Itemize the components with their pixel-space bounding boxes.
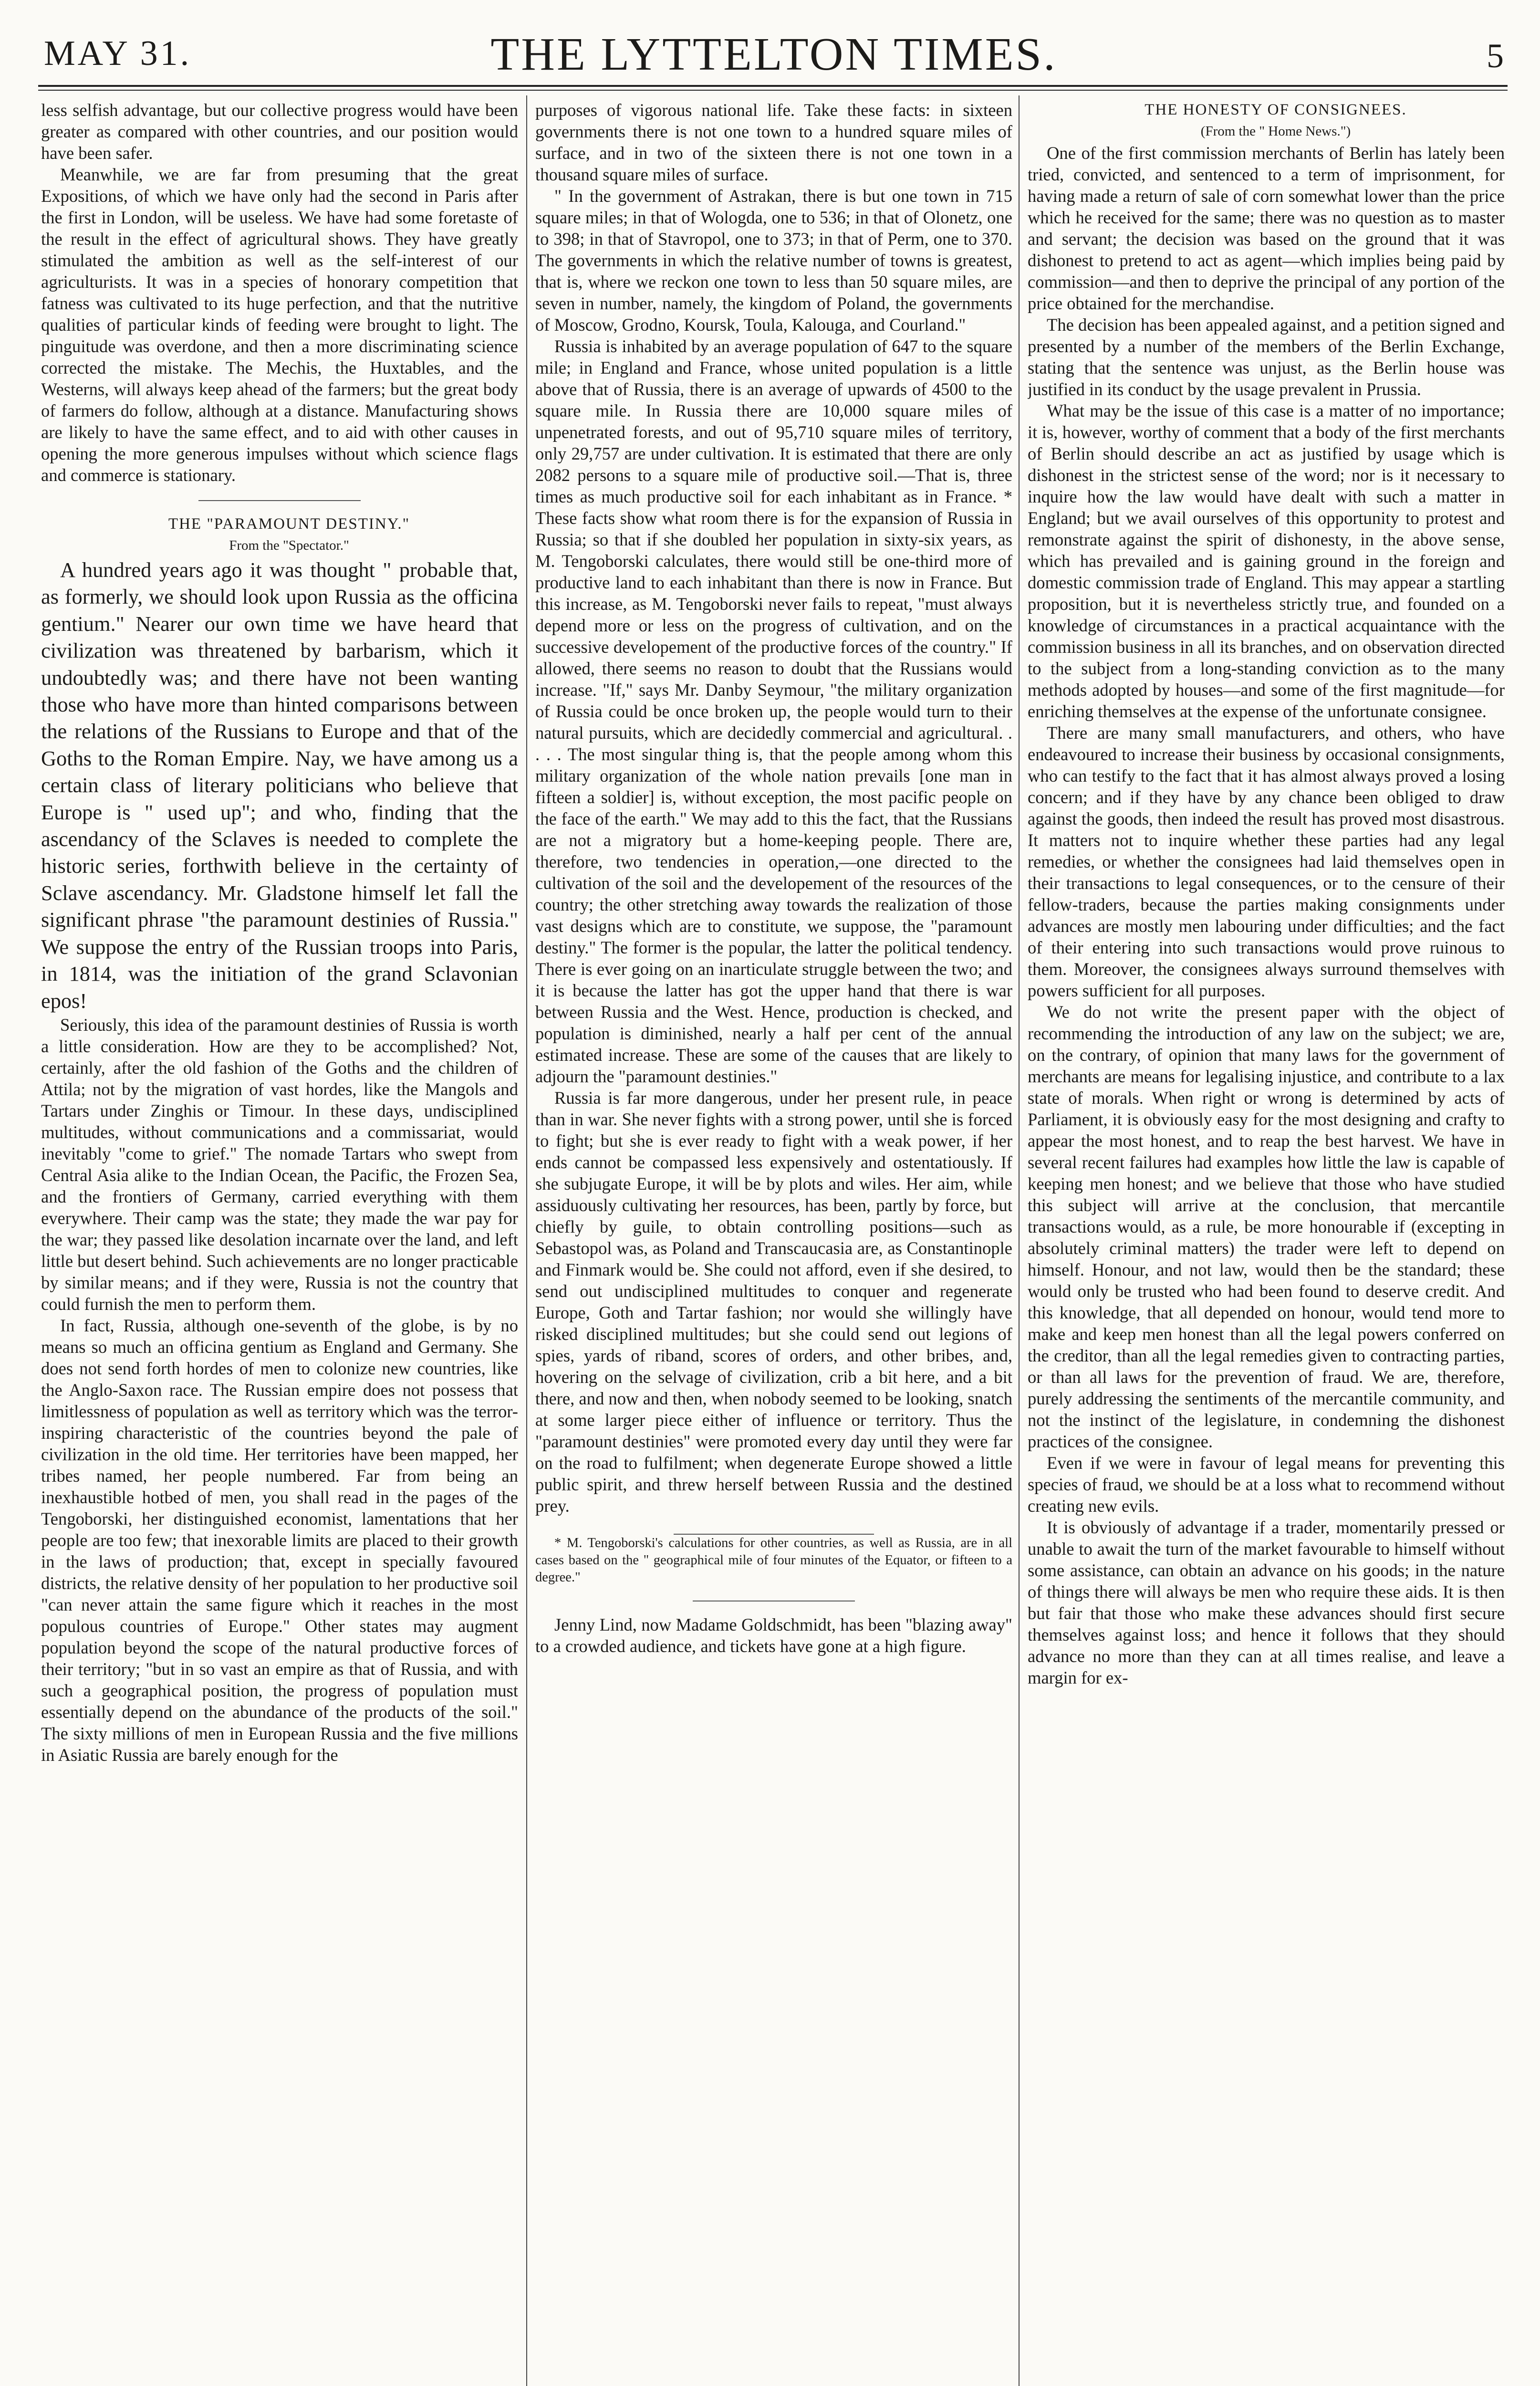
column-1 — [41, 99, 518, 2386]
paragraph: What may be the issue of this case is a matter of no importance; it is, however, worthy of comment that a body of the first merchants of Berlin should describe an act as justified by usage which is dishonest in the strictest sense of the word; nor is it necessary to inquire how the law would have dealt with such a matter in England; but we avail ourselves of this opportunity to protest and remonstrate against the spirit of dishonesty, in the above sense, which has prevailed and is gaining ground in the foreign and domestic commission trade of England. This may appear a startling proposition, but it is nevertheless strictly true, and founded on a knowledge of circumstances in a practical acquaintance with the commission business in all its branches, and on observation directed to the subject from a long-standing conviction as to the many methods adopted by houses—and some of the first magnitude—for enriching themselves at the expense of the unfortunate consignee. — [1028, 401, 1505, 721]
paragraph: less selfish advantage, but our collective progress would have been greater as compared with other countries, and our position would have been safer. — [41, 100, 518, 163]
paragraph: One of the first commission merchants of Berlin has lately been tried, convicted, and sentenced to a term of imprisonment, for having made a return of sale of corn somewhat lower than the price which he received for the same; there was no question as to master and servant; the decision was based on the ground that it was dishonest to pretend to act as agent—which implies being paid by commission—and then to deprive the principal of any portion of the price obtained for the merchandise. — [1028, 143, 1505, 313]
masthead-title: THE LYTTELTON TIMES. — [490, 29, 1057, 80]
paragraph: It is obviously of advantage if a trader, momentarily pressed or unable to await the turn of the market favourable to himself without some assistance, can obtain an advance on his goods; in the nature of things there will always be men who require these aids. It is then but fair that those who make these advances should first secure themselves against loss; and hence it follows that they should advance no more than they can at all times realise, and leave a margin for ex- — [1028, 1517, 1505, 1687]
column-divider-1 — [526, 95, 527, 2386]
paragraph: We do not write the present paper with the object of recommending the introduction of any law on the subject; we are, on the contrary, of opinion that many laws for the government of merchants are means for legalising injustice, and contribute to a lax state of morals. When right or wrong is determined by acts of Parliament, it is obviously easy for the most designing and crafty to appear the most honest, and to reap the best harvest. We have in several recent failures had examples how little the law is capable of keeping men honest; and we believe that those who have studied this subject will arrive at the conclusion, that mercantile transactions would, as a rule, be more honourable if (excepting in absolutely criminal matters) the trader were left to depend on himself. Honour, and not law, would then be the standard; these would only be trusted who had been found to deserve credit. And this knowledge, that all depended on honour, would tend more to make and keep men honest than all the legal powers conferred on the creditor, than all the legal remedies given to contracting parties, or than all laws for the prevention of fraud. We are, therefore, purely addressing the sentiments of the mercantile community, and not the instinct of the legislature, in condemning the dishonest practices of the consignee. — [1028, 1002, 1505, 1451]
page-header — [44, 25, 1504, 82]
footnote: * M. Tengoborski's calculations for other countries, as well as Russia, are in all cases based on the " geographical mile of four minutes of the Equator, or fifteen to a degree." — [535, 1536, 1012, 1585]
paragraph: The decision has been appealed against, and a petition signed and presented by a number of the members of the Berlin Exchange, stating that the sentence was unjust, as the Berlin house was justified in its conduct by the usage prevalent in Prussia. — [1028, 315, 1505, 399]
column-3 — [1028, 99, 1505, 2386]
article-source: (From the " Home News.") — [1200, 124, 1351, 139]
article-title: THE "PARAMOUNT DESTINY." — [168, 515, 410, 533]
section-rule — [198, 500, 361, 501]
header-rule-thin — [38, 90, 1508, 91]
article-title: THE HONESTY OF CONSIGNEES. — [1145, 101, 1407, 118]
paragraph: Even if we were in favour of legal means for preventing this species of fraud, we should be at a loss what to recommend without creating new evils. — [1028, 1453, 1505, 1516]
page-number: 5 — [1487, 37, 1504, 75]
column-divider-2 — [1019, 95, 1020, 2386]
paragraph: In fact, Russia, although one-seventh of the globe, is by no means so much an officina gentium as England and Germany. She does not send forth hordes of men to colonize new countries, like the Anglo-Saxon race. The Russian empire does not possess that limitlessness of population as well as territory which was the terror-inspiring characteristic of the countries beyond the pale of civilization in the old time. Her territories have been mapped, her tribes named, her people numbered. Far from being an inexhaustible hotbed of men, you shall read in the pages of the Tengoborski, her distinguished economist, lamentations that her people are too few; that inexorable limits are placed to their growth in the laws of production; that, except in specially favoured districts, the relative density of her population to her productive soil "can never attain the same figure which it reaches in the most populous countries of Europe." Other states may augment population beyond the scope of the natural productive forces of their territory; "but in so vast an empire as that of Russia, and with such a geographical position, the progress of population must essentially depend on the abundance of the products of the soil." The sixty millions of men in European Russia and the five millions in Asiatic Russia are barely enough for the — [41, 1315, 518, 1765]
header-rule-thick — [38, 85, 1508, 87]
column-2 — [535, 99, 1012, 2386]
paragraph: Seriously, this idea of the paramount destinies of Russia is worth a little consideration. How are they to be accomplished? Not, certainly, after the old fashion of the Goths and the children of Attila; not by the migration of vast hordes, like the Mangols and Tartars under Zinghis or Timour. In these days, undisciplined multitudes, without communications and a commissariat, would inevitably "come to grief." The nomade Tartars who swept from Central Asia alike to the Indian Ocean, the Pacific, the Frozen Sea, and the frontiers of Germany, carried everything with them everywhere. Their camp was the state; they made the war pay for the war; they passed like desolation incarnate over the land, and left little but desert behind. Such achievements are no longer practicable by similar means; and if they were, Russia is not the country that could furnish the men to perform them. — [41, 1015, 518, 1314]
paragraph: Russia is far more dangerous, under her present rule, in peace than in war. She never fights with a strong power, until she is forced to fight; but she is ever ready to fight with a weak power, if her ends cannot be compassed less expensively and ostentatiously. If she subjugate Europe, it will be by plots and wiles. Her aim, while assiduously cultivating her resources, has been, partly by force, but chiefly by guile, to obtain controlling positions—such as Sebastopol was, as Poland and Transcaucasia are, as Constantinople and Finmark would be. She could not afford, even if she desired, to send out undisciplined multitudes to conquer and regenerate Europe, Goth and Tartar fashion; nor would she willingly have risked disciplined multitudes; but she could send out legions of spies, yards of riband, scores of orders, and other bribes, and, hovering on the selvage of civilization, crib a bit here, and a bit there, and now and then, when nobody seemed to be looking, snatch at some larger piece either of influence or territory. Thus the "paramount destinies" were promoted every day until they were far on the road to fulfilment; when degenerate Europe showed a little public spirit, and threw herself between Russia and the destined prey. — [535, 1088, 1012, 1516]
issue-date: MAY 31. — [44, 34, 192, 73]
paragraph: purposes of vigorous national life. Take these facts: in sixteen governments there is not one town to a hundred square miles of surface, and in two of the sixteen there is not one town in a thousand square miles of surface. — [535, 100, 1012, 184]
paragraph: There are many small manufacturers, and others, who have endeavoured to increase their business by occasional consignments, who can testify to the fact that it has almost always proved a losing concern; and if they have by any chance been obliged to draw against the goods, then indeed the result has proved most disastrous. It matters not to inquire whether these parties had any legal remedies, or whether the consignees had laid themselves open in their transactions to legal consequences, or to the censure of their fellow-traders, because the parties making consignments under advances are mostly men labouring under difficulties; and the fact of their entering into such transactions would prove ruinous to them. Moreover, the consignees always surround themselves with powers sufficient for all purposes. — [1028, 723, 1505, 1000]
news-item-jenny-lind: Jenny Lind, now Madame Goldschmidt, has been "blazing away" to a crowded audience, and tickets have gone at a high figure. — [535, 1615, 1012, 1656]
article-source: From the "Spectator." — [229, 538, 349, 553]
quotation-paragraph: " In the government of Astrakan, there is but one town in 715 square miles; in that of Wologda, one to 536; in that of Olonetz, one to 398; in that of Stavropol, one to 373; in that of Perm, one to 370. The governments in which the relative number of towns is greatest, that is, where we reckon one town to less than 50 square miles, are seven in number, namely, the kingdom of Poland, the governments of Moscow, Grodno, Koursk, Toula, Kalouga, and Courland." — [535, 186, 1012, 335]
lead-paragraph: A hundred years ago it was thought " probable that, as formerly, we should look upon Russia as the officina gentium." Nearer our own time we have heard that civilization was threatened by barbarism, which it undoubtedly was; and there have not been wanting those who have more than hinted comparisons between the relations of the Russians to Europe and that of the Goths to the Roman Empire. Nay, we have among us a certain class of literary politicians who believe that Europe is " used up"; and who, finding that the ascendancy of the Sclaves is needed to complete the historic series, forthwith believe in the certainty of Sclave ascendancy. Mr. Gladstone himself let fall the significant phrase "the paramount destinies of Russia." We suppose the entry of the Russian troops into Paris, in 1814, was the initiation of the grand Sclavonian epos! — [41, 558, 518, 1013]
paragraph: Meanwhile, we are far from presuming that the great Expositions, of which we have only had the second in Paris after the first in London, will be useless. We have had some foretaste of the result in the effect of agricultural shows. They have greatly stimulated the ambition as well as the self-interest of our agriculturists. It was in a species of honorary competition that fatness was cultivated to its huge perfection, and that the nutritive qualities of particular kinds of feeding were brought to light. The pinguitude was overdone, and then a more discriminating science corrected the mistake. The Mechis, the Huxtables, and the Westerns, will always keep ahead of the farmers; but the great body of farmers do follow, although at a distance. Manufacturing shows are likely to have the same effect, and to aid with other causes in opening the more generous impulses without which science flags and commerce is stationary. — [41, 165, 518, 485]
paragraph: Russia is inhabited by an average population of 647 to the square mile; in England and France, whose united population is a little above that of Russia, there is an average of upwards of 4500 to the square mile. In Russia there are 10,000 square miles of unpenetrated forests, and out of 95,710 square miles of territory, only 29,757 are under cultivation. It is estimated that there are only 2082 persons to a square mile of productive soil.—That is, three times as much productive soil for each inhabitant as in France. * These facts show what room there is for the expansion of Russia in Russia; so that if she doubled her population in sixty-six years, as M. Tengoborski calculates, there would still be one-third more of productive land to each inhabitant than there is now in France. But this increase, as M. Tengoborski never fails to repeat, "must always depend more or less on the progress of cultivation, and on the successive developement of the productive forces of the country." If allowed, there seems no reason to doubt that the Russians would increase. "If," says Mr. Danby Seymour, "the military organization of Russia could be once broken up, the people would turn to their natural pursuits, which are decidedly commercial and agricultural. . . . . The most singular thing is, that the people among whom this military organization of the whole nation prevails [one man in fifteen a soldier] is, without exception, the most pacific people on the face of the earth." We may add to this the fact, that the Russians are not a migratory but a home-keeping people. There are, therefore, two tendencies in operation,—one directed to the cultivation of the soil and the developement of the resources of the country; the other stretching away towards the realization of those vast designs which are to constitute, we suppose, the "paramount destiny." The former is the popular, the latter the political tendency. There is ever going on an inarticulate struggle between the two; and it is because the latter has got the upper hand that there is war between Russia and the West. Hence, production is checked, and population is diminished, nearly a half per cent of the annual estimated increase. These are some of the causes that are likely to adjourn the "paramount destinies." — [535, 336, 1012, 1086]
